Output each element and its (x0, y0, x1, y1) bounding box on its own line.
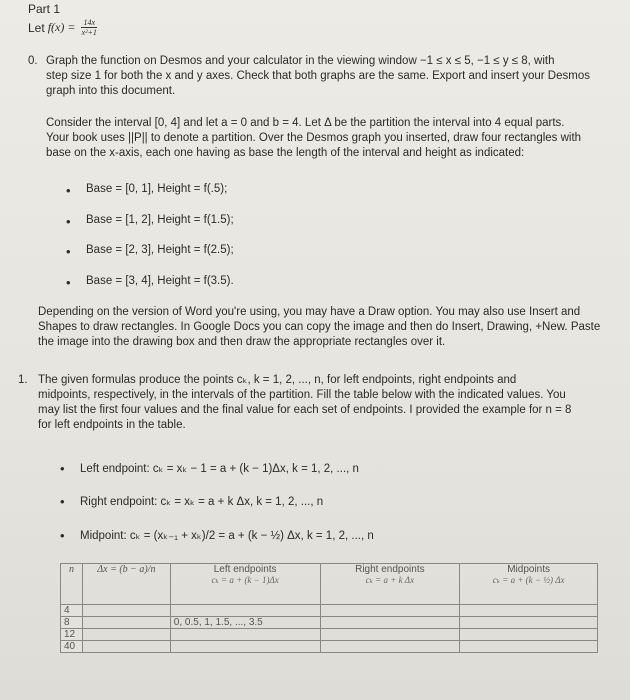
rectangle-item: • Base = [3, 4], Height = f(3.5). (86, 275, 234, 287)
cell-n: 40 (61, 641, 83, 653)
cell-dx[interactable] (82, 605, 170, 617)
cell-dx[interactable] (82, 629, 170, 641)
cell-left[interactable] (170, 605, 320, 617)
function-denominator: x²+1 (81, 28, 97, 37)
item-1-line: may list the first four values and the final value for each set of endpoints. I provided the example for n = 8 (38, 404, 572, 416)
let-prefix: Let (28, 20, 45, 35)
header-mid-title: Midpoints (507, 564, 551, 575)
draw-line: the image into the drawing box and then draw the appropriate rectangles over it. (38, 336, 446, 348)
table-row (61, 629, 598, 641)
cell-dx[interactable] (82, 617, 170, 629)
cell-right[interactable] (320, 617, 460, 629)
interval-paragraph (46, 116, 616, 161)
item-1-line: for left endpoints in the table. (38, 419, 186, 431)
interval-line: Consider the interval [0, 4] and let a = 0 and b = 4. Let Δ be the partition the interval into 4 equal parts. (46, 117, 565, 129)
item-0-line: graph into this document. (46, 85, 176, 97)
draw-line: Depending on the version of Word you're using, you may have a Draw option. You may also use Insert and (38, 306, 581, 318)
item-0-line: Graph the function on Desmos and your calculator in the viewing window −1 ≤ x ≤ 5, −1 ≤ y ≤ 8, with (46, 55, 555, 67)
function-numerator: 14x (83, 18, 95, 27)
rectangle-item: • Base = [1, 2], Height = f(1.5); (86, 214, 234, 226)
header-left-formula: cₖ = a + (k − 1)Δx (211, 575, 279, 585)
draw-paragraph (38, 305, 618, 350)
cell-mid[interactable] (460, 617, 598, 629)
item-0-number: 0. (28, 55, 38, 67)
rectangle-item: • Base = [2, 3], Height = f(2.5); (86, 244, 234, 256)
header-right-formula: cₖ = a + k Δx (365, 575, 415, 585)
item-1-line: The given formulas produce the points cₖ, k = 1, 2, ..., n, for left endpoints, right endpoints and (38, 374, 517, 386)
left-endpoint-formula: • Left endpoint: cₖ = xₖ − 1 = a + (k − 1)Δx, k = 1, 2, ..., n (80, 461, 359, 475)
cell-n: 8 (61, 617, 83, 629)
part-title: Part 1 (28, 2, 61, 16)
header-n-label: n (68, 564, 74, 575)
table-header-row (61, 564, 598, 605)
function-fraction (81, 18, 97, 37)
header-n (61, 564, 83, 605)
item-0-text (46, 54, 616, 99)
cell-mid[interactable] (460, 605, 598, 617)
table-row (61, 641, 598, 653)
cell-mid[interactable] (460, 641, 598, 653)
table-row (61, 617, 598, 629)
header-mid (460, 564, 598, 605)
header-dx-label: Δx = (b − a)/n (97, 564, 156, 575)
cell-right[interactable] (320, 641, 460, 653)
header-right (320, 564, 460, 605)
header-mid-formula: cₖ = a + (k − ½) Δx (492, 575, 565, 585)
header-left-title: Left endpoints (213, 564, 277, 575)
cell-left[interactable] (170, 641, 320, 653)
item-0-line: step size 1 for both the x and y axes. Check that both graphs are the same. Export and insert your Desmos (46, 70, 590, 82)
endpoints-table (60, 563, 598, 653)
cell-left[interactable]: 0, 0.5, 1, 1.5, ..., 3.5 (170, 617, 320, 629)
midpoint-formula: • Midpoint: cₖ = (xₖ₋₁ + xₖ)/2 = a + (k − ½) Δx, k = 1, 2, ..., n (80, 528, 374, 542)
item-1-number: 1. (18, 374, 28, 386)
cell-right[interactable] (320, 629, 460, 641)
header-right-title: Right endpoints (355, 564, 425, 575)
item-1-line: midpoints, respectively, in the intervals of the partition. Fill the table below with the indicated values. You (38, 389, 566, 401)
cell-n: 4 (61, 605, 83, 617)
cell-dx[interactable] (82, 641, 170, 653)
header-left (170, 564, 320, 605)
function-definition (28, 18, 97, 37)
function-name: f(x) = (47, 20, 76, 34)
cell-right[interactable] (320, 605, 460, 617)
cell-left[interactable] (170, 629, 320, 641)
header-dx (82, 564, 170, 605)
interval-line: Your book uses ||P|| to denote a partition. Over the Desmos graph you inserted, draw four rectangles with (46, 132, 582, 144)
item-1-text (38, 373, 618, 433)
table-row (61, 605, 598, 617)
right-endpoint-formula: • Right endpoint: cₖ = xₖ = a + k Δx, k = 1, 2, ..., n (80, 494, 323, 508)
cell-mid[interactable] (460, 629, 598, 641)
interval-line: base on the x-axis, each one having as base the length of the interval and height as indicated: (46, 147, 525, 159)
draw-line: Shapes to draw rectangles. In Google Docs you can copy the image and then do Insert, Drawing, +New. Paste (38, 321, 601, 333)
cell-n: 12 (61, 629, 83, 641)
rectangle-item: • Base = [0, 1], Height = f(.5); (86, 183, 227, 195)
